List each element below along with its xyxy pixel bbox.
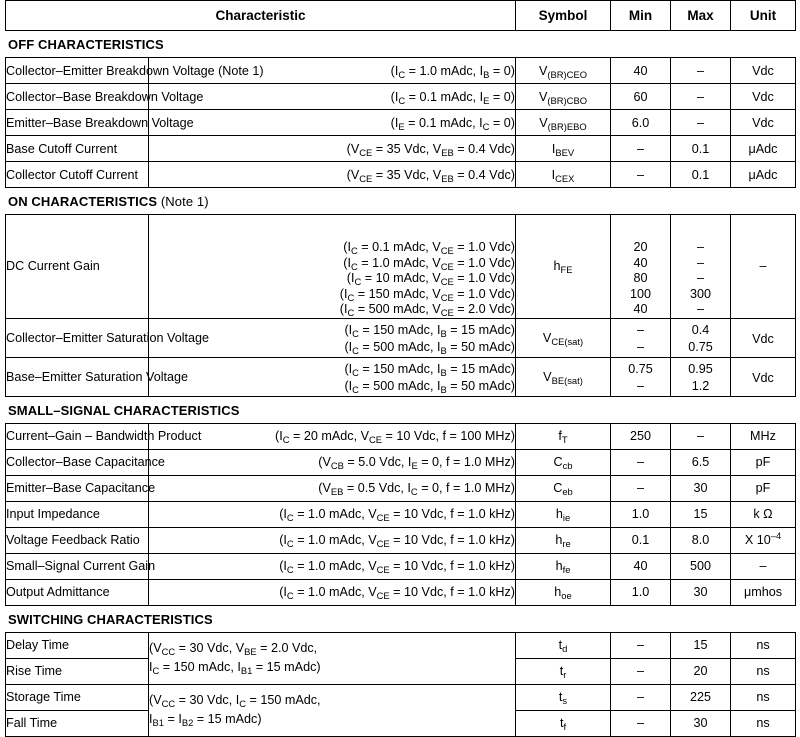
row-max: 0.95 1.2 bbox=[671, 357, 731, 396]
row-max: 500 bbox=[671, 553, 731, 579]
row-min: – bbox=[611, 475, 671, 501]
spec-sections bbox=[5, 31, 795, 606]
section-table-1 bbox=[5, 214, 796, 397]
row-conditions: ($I_C = 1.0$ mAdc, $V_{CE} = 10$ Vdc, f = 1.0 kHz) bbox=[149, 527, 516, 553]
table-row bbox=[6, 501, 796, 527]
row-conditions: ($V_{CB} = 5.0$ Vdc, $I_E = 0$, f = 1.0 MHz) bbox=[149, 449, 516, 475]
row-name: Small–Signal Current Gain bbox=[6, 553, 149, 579]
row-name: Base–Emitter Saturation Voltage bbox=[6, 357, 149, 396]
row-symbol: $f_T$ bbox=[516, 423, 611, 449]
row-conditions: ($I_C = 1.0$ mAdc, $I_B = 0$) bbox=[149, 58, 516, 84]
row-unit: ns bbox=[731, 684, 796, 710]
row-min: 250 bbox=[611, 423, 671, 449]
row-min: 60 bbox=[611, 84, 671, 110]
switching-table bbox=[5, 632, 796, 737]
table-row bbox=[6, 527, 796, 553]
table-row bbox=[6, 84, 796, 110]
row-max: 15 bbox=[671, 632, 731, 658]
section-title-2: SMALL–SIGNAL CHARACTERISTICS bbox=[8, 402, 240, 418]
row-min: 40 bbox=[611, 58, 671, 84]
row-min: – bbox=[611, 684, 671, 710]
row-conditions: ($V_{CC} = 30$ Vdc, $I_C = 150$ mAdc, $I_{B1} = I_{B2} = 15$ mAdc) bbox=[149, 684, 516, 736]
row-unit: Vdc bbox=[731, 84, 796, 110]
row-max: – bbox=[671, 84, 731, 110]
row-unit: pF bbox=[731, 449, 796, 475]
row-symbol: $I_{CEX}$ bbox=[516, 162, 611, 188]
table-row bbox=[6, 58, 796, 84]
row-name: Output Admittance bbox=[6, 579, 149, 605]
table-header-row bbox=[6, 1, 796, 31]
row-symbol: $t_s$ bbox=[516, 684, 611, 710]
row-conditions: ($I_C = 1.0$ mAdc, $V_{CE} = 10$ Vdc, f = 1.0 kHz) bbox=[149, 501, 516, 527]
row-name: Base Cutoff Current bbox=[6, 136, 149, 162]
row-min: – bbox=[611, 136, 671, 162]
row-min: – – bbox=[611, 318, 671, 357]
row-max: 0.1 bbox=[671, 136, 731, 162]
row-name: DC Current Gain bbox=[6, 215, 149, 319]
row-unit: X $10^{-4}$ bbox=[731, 527, 796, 553]
row-name: Current–Gain – Bandwidth Product bbox=[6, 423, 149, 449]
row-symbol: $V_{CE(sat)}$ bbox=[516, 318, 611, 357]
row-name: Storage Time bbox=[6, 684, 149, 710]
row-max: – bbox=[671, 58, 731, 84]
row-unit: ns bbox=[731, 632, 796, 658]
row-symbol: $C_{cb}$ bbox=[516, 449, 611, 475]
row-unit: pF bbox=[731, 475, 796, 501]
row-name: Collector Cutoff Current bbox=[6, 162, 149, 188]
row-min: – bbox=[611, 632, 671, 658]
row-unit: μAdc bbox=[731, 162, 796, 188]
row-conditions: ($I_C = 150$ mAdc, $I_B = 15$ mAdc) ($I_C = 500$ mAdc, $I_B = 50$ mAdc) bbox=[149, 357, 516, 396]
section-note: (Note 1) bbox=[160, 194, 209, 209]
row-conditions: ($I_C = 20$ mAdc, $V_{CE} = 10$ Vdc, f = 100 MHz) bbox=[149, 423, 516, 449]
row-unit: k Ω bbox=[731, 501, 796, 527]
row-conditions: ($V_{CE} = 35$ Vdc, $V_{EB} = 0.4$ Vdc) bbox=[149, 162, 516, 188]
row-conditions: ($I_C = 0.1$ mAdc, $V_{CE} = 1.0$ Vdc) ($I_C = 1.0$ mAdc, $V_{CE} = 1.0$ Vdc) ($I_C = 10$ mAdc, $V_{CE} = 1.0$ Vdc) ($I_C = 150$ mAdc, $V_{CE} = 1.0$ Vdc) ($I_C = 500$ mAdc, $V_{CE} = 2.0$ Vdc) bbox=[149, 215, 516, 319]
table-row bbox=[6, 423, 796, 449]
row-max: 6.5 bbox=[671, 449, 731, 475]
table-row bbox=[6, 579, 796, 605]
row-unit: – bbox=[731, 553, 796, 579]
row-name: Emitter–Base Capacitance bbox=[6, 475, 149, 501]
row-max: 30 bbox=[671, 579, 731, 605]
table-row bbox=[6, 357, 796, 396]
row-max: 0.1 bbox=[671, 162, 731, 188]
row-unit: ns bbox=[731, 658, 796, 684]
column-header-max: Max bbox=[671, 1, 731, 31]
table-row bbox=[6, 110, 796, 136]
row-max: 30 bbox=[671, 710, 731, 736]
row-symbol: $t_f$ bbox=[516, 710, 611, 736]
row-conditions: ($I_C = 150$ mAdc, $I_B = 15$ mAdc) ($I_C = 500$ mAdc, $I_B = 50$ mAdc) bbox=[149, 318, 516, 357]
row-conditions: ($I_C = 0.1$ mAdc, $I_E = 0$) bbox=[149, 84, 516, 110]
row-symbol: $h_{ie}$ bbox=[516, 501, 611, 527]
row-max: – bbox=[671, 110, 731, 136]
row-conditions: ($V_{EB} = 0.5$ Vdc, $I_C = 0$, f = 1.0 MHz) bbox=[149, 475, 516, 501]
row-min: – bbox=[611, 162, 671, 188]
table-row bbox=[6, 684, 796, 710]
row-conditions: ($V_{CC} = 30$ Vdc, $V_{BE} = 2.0$ Vdc, $I_C = 150$ mAdc, $I_{B1} = 15$ mAdc) bbox=[149, 632, 516, 684]
row-symbol: $C_{eb}$ bbox=[516, 475, 611, 501]
row-conditions: ($I_E = 0.1$ mAdc, $I_C = 0$) bbox=[149, 110, 516, 136]
row-unit: μmhos bbox=[731, 579, 796, 605]
row-min: 0.1 bbox=[611, 527, 671, 553]
row-unit: Vdc bbox=[731, 318, 796, 357]
section-title-switching: SWITCHING CHARACTERISTICS bbox=[8, 611, 213, 627]
row-max: – – – 300 – bbox=[671, 215, 731, 319]
row-min: – bbox=[611, 449, 671, 475]
row-symbol: $V_{BE(sat)}$ bbox=[516, 357, 611, 396]
row-max: – bbox=[671, 423, 731, 449]
row-symbol: $h_{fe}$ bbox=[516, 553, 611, 579]
row-name: Collector–Emitter Saturation Voltage bbox=[6, 318, 149, 357]
column-header-symbol: Symbol bbox=[516, 1, 611, 31]
row-unit: – bbox=[731, 215, 796, 319]
row-unit: Vdc bbox=[731, 58, 796, 84]
table-row bbox=[6, 162, 796, 188]
row-max: 225 bbox=[671, 684, 731, 710]
column-header-min: Min bbox=[611, 1, 671, 31]
row-unit: Vdc bbox=[731, 110, 796, 136]
row-symbol: $t_r$ bbox=[516, 658, 611, 684]
row-min: – bbox=[611, 658, 671, 684]
table-row bbox=[6, 632, 796, 658]
table-row bbox=[6, 215, 796, 319]
section-table-0 bbox=[5, 57, 796, 188]
row-conditions: ($I_C = 1.0$ mAdc, $V_{CE} = 10$ Vdc, f = 1.0 kHz) bbox=[149, 579, 516, 605]
row-min: 1.0 bbox=[611, 579, 671, 605]
row-symbol: $V_{(BR)CEO}$ bbox=[516, 58, 611, 84]
row-max: 30 bbox=[671, 475, 731, 501]
row-symbol: $h_{re}$ bbox=[516, 527, 611, 553]
row-symbol: $I_{BEV}$ bbox=[516, 136, 611, 162]
table-row bbox=[6, 449, 796, 475]
row-conditions: ($V_{CE} = 35$ Vdc, $V_{EB} = 0.4$ Vdc) bbox=[149, 136, 516, 162]
spec-header-table bbox=[5, 0, 796, 31]
section-table-2 bbox=[5, 423, 796, 606]
row-name: Collector–Emitter Breakdown Voltage (Note 1) bbox=[6, 58, 149, 84]
row-min: 1.0 bbox=[611, 501, 671, 527]
row-name: Rise Time bbox=[6, 658, 149, 684]
row-max: 15 bbox=[671, 501, 731, 527]
row-min: – bbox=[611, 710, 671, 736]
row-name: Input Impedance bbox=[6, 501, 149, 527]
row-name: Emitter–Base Breakdown Voltage bbox=[6, 110, 149, 136]
row-max: 8.0 bbox=[671, 527, 731, 553]
row-unit: μAdc bbox=[731, 136, 796, 162]
row-symbol: $h_{oe}$ bbox=[516, 579, 611, 605]
column-header-unit: Unit bbox=[731, 1, 796, 31]
row-symbol: $V_{(BR)CBO}$ bbox=[516, 84, 611, 110]
table-row bbox=[6, 318, 796, 357]
row-symbol: $V_{(BR)EBO}$ bbox=[516, 110, 611, 136]
row-min: 40 bbox=[611, 553, 671, 579]
row-name: Fall Time bbox=[6, 710, 149, 736]
section-title-0: OFF CHARACTERISTICS bbox=[8, 37, 164, 52]
table-row bbox=[6, 136, 796, 162]
row-name: Collector–Base Breakdown Voltage bbox=[6, 84, 149, 110]
row-unit: Vdc bbox=[731, 357, 796, 396]
section-title-1: ON CHARACTERISTICS (Note 1) bbox=[8, 194, 209, 209]
row-name: Collector–Base Capacitance bbox=[6, 449, 149, 475]
row-min: 0.75 – bbox=[611, 357, 671, 396]
row-conditions: ($I_C = 1.0$ mAdc, $V_{CE} = 10$ Vdc, f = 1.0 kHz) bbox=[149, 553, 516, 579]
table-row bbox=[6, 475, 796, 501]
row-min: 20 40 80 100 40 bbox=[611, 215, 671, 319]
row-symbol: $h_{FE}$ bbox=[516, 215, 611, 319]
column-header-characteristic: Characteristic bbox=[6, 1, 516, 31]
row-name: Delay Time bbox=[6, 632, 149, 658]
row-name: Voltage Feedback Ratio bbox=[6, 527, 149, 553]
row-max: 0.4 0.75 bbox=[671, 318, 731, 357]
row-unit: ns bbox=[731, 710, 796, 736]
row-symbol: $t_d$ bbox=[516, 632, 611, 658]
row-unit: MHz bbox=[731, 423, 796, 449]
row-min: 6.0 bbox=[611, 110, 671, 136]
table-row bbox=[6, 553, 796, 579]
row-max: 20 bbox=[671, 658, 731, 684]
